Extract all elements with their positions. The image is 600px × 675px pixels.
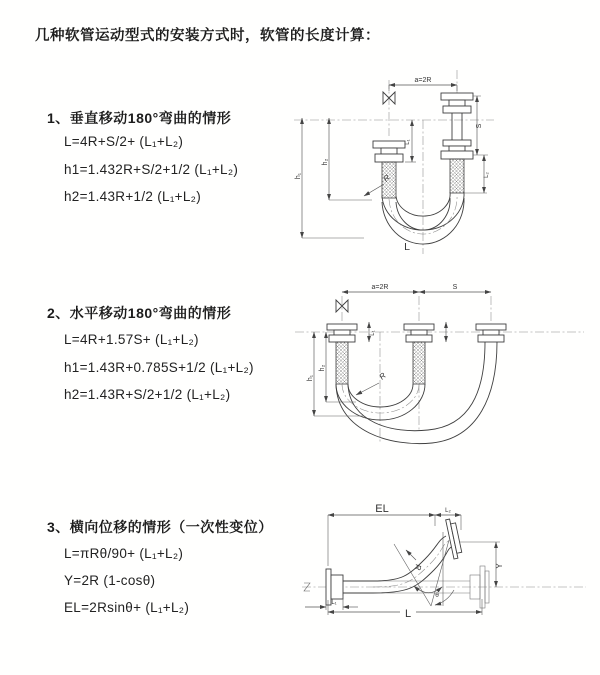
centerlines	[302, 583, 586, 591]
dimension-l2	[464, 155, 490, 193]
span-2r-label: a=2R	[414, 77, 432, 84]
s-label: S	[476, 123, 483, 129]
section-3-formula-el: EL=2Rsinθ+ (L₁+L₂)	[64, 600, 190, 615]
right-flange-assembly	[476, 324, 506, 342]
dimension-h1	[307, 332, 364, 416]
l2-label: L₂	[445, 508, 451, 514]
dimension-l	[328, 599, 482, 620]
h2-label: h₂	[319, 364, 326, 372]
dimension-l1	[405, 120, 416, 162]
diagram-vertical-180-bend	[292, 66, 556, 268]
h2-label: h₂	[322, 158, 329, 166]
l2-label: L₂	[484, 172, 490, 178]
y-label: Y	[495, 563, 504, 569]
section-2-heading: 2、水平移动180°弯曲的情形	[47, 305, 232, 321]
radius-label: R	[381, 172, 392, 184]
angle-construction	[394, 532, 454, 606]
radius-leader	[356, 371, 388, 395]
l1-label: L₁	[370, 330, 376, 336]
hose-s-curve	[343, 536, 453, 593]
section-1-formula-l: L=4R+S/2+ (L₁+L₂)	[64, 134, 184, 149]
diagram-horizontal-180-bend	[292, 280, 594, 466]
h1-label: h₁	[295, 172, 302, 180]
section-1-formula-h2: h2=1.43R+1/2 (L₁+L₂)	[64, 189, 202, 204]
section-2-formula-h1: h1=1.43R+0.785S+1/2 (L₁+L₂)	[64, 360, 254, 375]
l1-label: L₁	[331, 600, 337, 606]
middle-flange-assembly	[404, 324, 434, 384]
span-2r-label: a=2R	[371, 284, 389, 291]
el-label: EL	[375, 503, 389, 515]
section-2-formula-h2: h2=1.43R+S/2+1/2 (L₁+L₂)	[64, 387, 231, 402]
dimension-h2	[322, 118, 372, 200]
section-3-formula-l: L=πRθ/90+ (L₁+L₂)	[64, 546, 184, 561]
right-flange-assembly	[441, 93, 473, 193]
dimension-span-2r	[389, 77, 457, 91]
diagram-lateral-displacement	[296, 502, 596, 658]
dimension-el	[328, 503, 461, 566]
left-flange-assembly	[373, 141, 405, 198]
radius-label: R	[413, 563, 423, 571]
dimension-s	[473, 96, 488, 155]
section-3-formula-y: Y=2R (1-cosθ)	[64, 573, 156, 588]
dimension-s	[419, 284, 491, 292]
section-1-formula-h1: h1=1.432R+S/2+1/2 (L₁+L₂)	[64, 162, 239, 177]
section-2-formula-l: L=4R+1.57S+ (L₁+L₂)	[64, 332, 199, 347]
h1-label: h₁	[307, 374, 314, 382]
section-3-heading: 3、横向位移的情形（一次性变位）	[47, 519, 273, 535]
dimension-y	[459, 542, 504, 587]
dimension-span-2r	[342, 284, 419, 292]
left-flange-assembly	[327, 324, 357, 384]
l1-label: L₁	[405, 139, 411, 145]
l-label: L	[404, 608, 412, 620]
upper-flange-assembly	[446, 518, 463, 559]
length-label: L	[404, 241, 410, 253]
section-1-heading: 1、垂直移动180°弯曲的情形	[47, 110, 232, 126]
s-label: S	[452, 284, 458, 291]
radius-label: R	[377, 370, 388, 382]
page-title: 几种软管运动型式的安装方式时，软管的长度计算：	[35, 28, 380, 44]
dimension-h1	[295, 118, 364, 238]
theta-label: θ	[435, 592, 439, 599]
